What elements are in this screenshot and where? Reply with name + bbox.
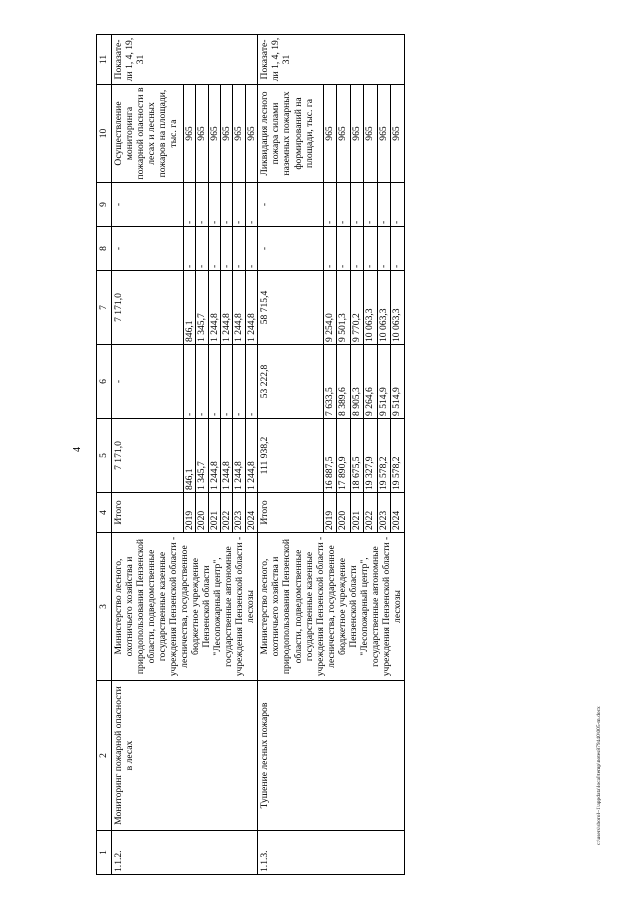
header-col-6: 6 <box>97 345 112 419</box>
year-value: - <box>391 183 405 227</box>
year-value: 9 264,6 <box>364 345 378 419</box>
year-value: 19 578,2 <box>391 419 405 493</box>
header-col-11: 11 <box>97 35 112 85</box>
year-cell: 2020 <box>337 493 351 533</box>
year-value: 846,1 <box>183 419 195 493</box>
header-row <box>97 35 112 875</box>
year-value: 965 <box>364 85 378 183</box>
indicator-text: Осуществление мониторинга пожарной опасности в лесах и лесных пожаров на площади, тыс. га <box>112 85 184 183</box>
year-value: - <box>323 227 337 271</box>
year-cell: 2019 <box>323 493 337 533</box>
year-value: 19 578,2 <box>377 419 391 493</box>
year-value: - <box>364 183 378 227</box>
indicator-refs: Показате-ли 1, 4, 19, 31 <box>112 35 258 85</box>
year-value: 10 063,3 <box>391 271 405 345</box>
year-value: 965 <box>377 85 391 183</box>
year-value: - <box>233 345 245 419</box>
header-col-10: 10 <box>97 85 112 183</box>
footer-file-path: c:\users\sborol~1\appdata\local\temp\notes879440\005-m.docx <box>596 706 602 845</box>
year-value: 17 890,9 <box>337 419 351 493</box>
year-value: 1 244,8 <box>208 419 220 493</box>
total-value: - <box>258 183 323 227</box>
total-value: - <box>258 227 323 271</box>
activity-row <box>258 35 323 875</box>
header-col-4: 4 <box>97 493 112 533</box>
activity-executor: Министерство лесного, охотничьего хозяйства и природопользования Пензенской области, подведомственные государственные казенные учреждения Пензенской области - лесничества, государственное бюджетное учреждение Пензенской области "Лесопожарный центр", государственные автономные учреждения Пензенской области - лесхозы <box>258 533 404 681</box>
year-value: 965 <box>323 85 337 183</box>
year-cell: 2023 <box>233 493 245 533</box>
year-value: - <box>391 227 405 271</box>
year-value: - <box>245 227 258 271</box>
year-value: 10 063,3 <box>364 271 378 345</box>
year-value: - <box>221 345 233 419</box>
header-col-3: 3 <box>97 533 112 681</box>
year-cell: 2021 <box>350 493 364 533</box>
year-value: - <box>233 227 245 271</box>
year-value: 9 501,3 <box>337 271 351 345</box>
page-number: 4 <box>72 447 83 452</box>
total-value: 53 222,8 <box>258 345 323 419</box>
year-value: - <box>208 345 220 419</box>
year-value: - <box>221 227 233 271</box>
total-value: 111 938,2 <box>258 419 323 493</box>
year-value: 1 244,8 <box>221 271 233 345</box>
year-value: 965 <box>245 85 258 183</box>
header-col-9: 9 <box>97 183 112 227</box>
year-value: - <box>337 227 351 271</box>
year-value: - <box>364 227 378 271</box>
activity-name: Мониторинг пожарной опасности в лесах <box>112 681 258 831</box>
year-value: - <box>208 227 220 271</box>
year-value: 965 <box>391 85 405 183</box>
activity-number: 1.1.2. <box>112 831 258 875</box>
year-value: 9 514,9 <box>391 345 405 419</box>
indicator-refs: Показате-ли 1, 4, 19, 31 <box>258 35 404 85</box>
year-value: 18 675,5 <box>350 419 364 493</box>
year-value: 965 <box>350 85 364 183</box>
year-value: 9 514,9 <box>377 345 391 419</box>
year-value: - <box>221 183 233 227</box>
year-value: 8 389,6 <box>337 345 351 419</box>
year-value: 965 <box>337 85 351 183</box>
year-value: - <box>196 227 208 271</box>
year-value: 1 244,8 <box>233 419 245 493</box>
year-value: - <box>208 183 220 227</box>
year-value: 1 244,8 <box>245 419 258 493</box>
year-value: 9 254,0 <box>323 271 337 345</box>
year-value: - <box>350 227 364 271</box>
year-value: - <box>377 227 391 271</box>
indicator-text: Ликвидация лесного пожара силами наземных пожарных формирований на площади, тыс. га <box>258 85 323 183</box>
year-value: 8 905,3 <box>350 345 364 419</box>
total-value: - <box>112 345 184 419</box>
year-value: 1 244,8 <box>245 271 258 345</box>
year-value: 1 345,7 <box>196 271 208 345</box>
rotated-table-container <box>96 35 608 875</box>
header-col-5: 5 <box>97 419 112 493</box>
year-value: - <box>245 183 258 227</box>
year-cell: 2021 <box>208 493 220 533</box>
header-col-8: 8 <box>97 227 112 271</box>
total-value: - <box>112 227 184 271</box>
year-value: - <box>233 183 245 227</box>
year-value: 965 <box>208 85 220 183</box>
year-value: 846,1 <box>183 271 195 345</box>
total-value: - <box>112 183 184 227</box>
year-value: - <box>350 183 364 227</box>
total-value: 7 171,0 <box>112 271 184 345</box>
year-value: 19 327,9 <box>364 419 378 493</box>
year-value: - <box>183 227 195 271</box>
year-value: 1 345,7 <box>196 419 208 493</box>
year-value: 9 770,2 <box>350 271 364 345</box>
header-col-1: 1 <box>97 831 112 875</box>
year-cell: 2024 <box>391 493 405 533</box>
header-col-2: 2 <box>97 681 112 831</box>
year-cell: 2022 <box>221 493 233 533</box>
year-value: - <box>183 345 195 419</box>
year-value: - <box>337 183 351 227</box>
year-value: 1 244,8 <box>208 271 220 345</box>
activity-number: 1.1.3. <box>258 831 404 875</box>
year-value: 1 244,8 <box>221 419 233 493</box>
year-value: 1 244,8 <box>233 271 245 345</box>
year-value: - <box>196 183 208 227</box>
year-value: 965 <box>233 85 245 183</box>
year-cell: 2020 <box>196 493 208 533</box>
activity-name: Тушение лесных пожаров <box>258 681 404 831</box>
year-value: 965 <box>183 85 195 183</box>
year-value: - <box>196 345 208 419</box>
year-cell: 2019 <box>183 493 195 533</box>
activity-row <box>112 35 184 875</box>
year-value: - <box>183 183 195 227</box>
total-value: 7 171,0 <box>112 419 184 493</box>
year-value: 965 <box>221 85 233 183</box>
year-cell: 2023 <box>377 493 391 533</box>
total-label: Итого <box>112 493 184 533</box>
year-value: - <box>377 183 391 227</box>
year-value: 965 <box>196 85 208 183</box>
year-cell: 2022 <box>364 493 378 533</box>
activity-executor: Министерство лесного, охотничьего хозяйства и природопользования Пензенской области, подведомственные государственные казенные учреждения Пензенской области - лесничества, государственное бюджетное учреждение Пензенской области "Лесопожарный центр", государственные автономные учреждения Пензенской области - лесхозы <box>112 533 258 681</box>
year-value: - <box>245 345 258 419</box>
header-col-7: 7 <box>97 271 112 345</box>
year-cell: 2024 <box>245 493 258 533</box>
program-activities-table <box>96 34 405 875</box>
year-value: - <box>323 183 337 227</box>
total-label: Итого <box>258 493 323 533</box>
year-value: 7 633,5 <box>323 345 337 419</box>
total-value: 58 715,4 <box>258 271 323 345</box>
year-value: 16 887,5 <box>323 419 337 493</box>
year-value: 10 063,3 <box>377 271 391 345</box>
